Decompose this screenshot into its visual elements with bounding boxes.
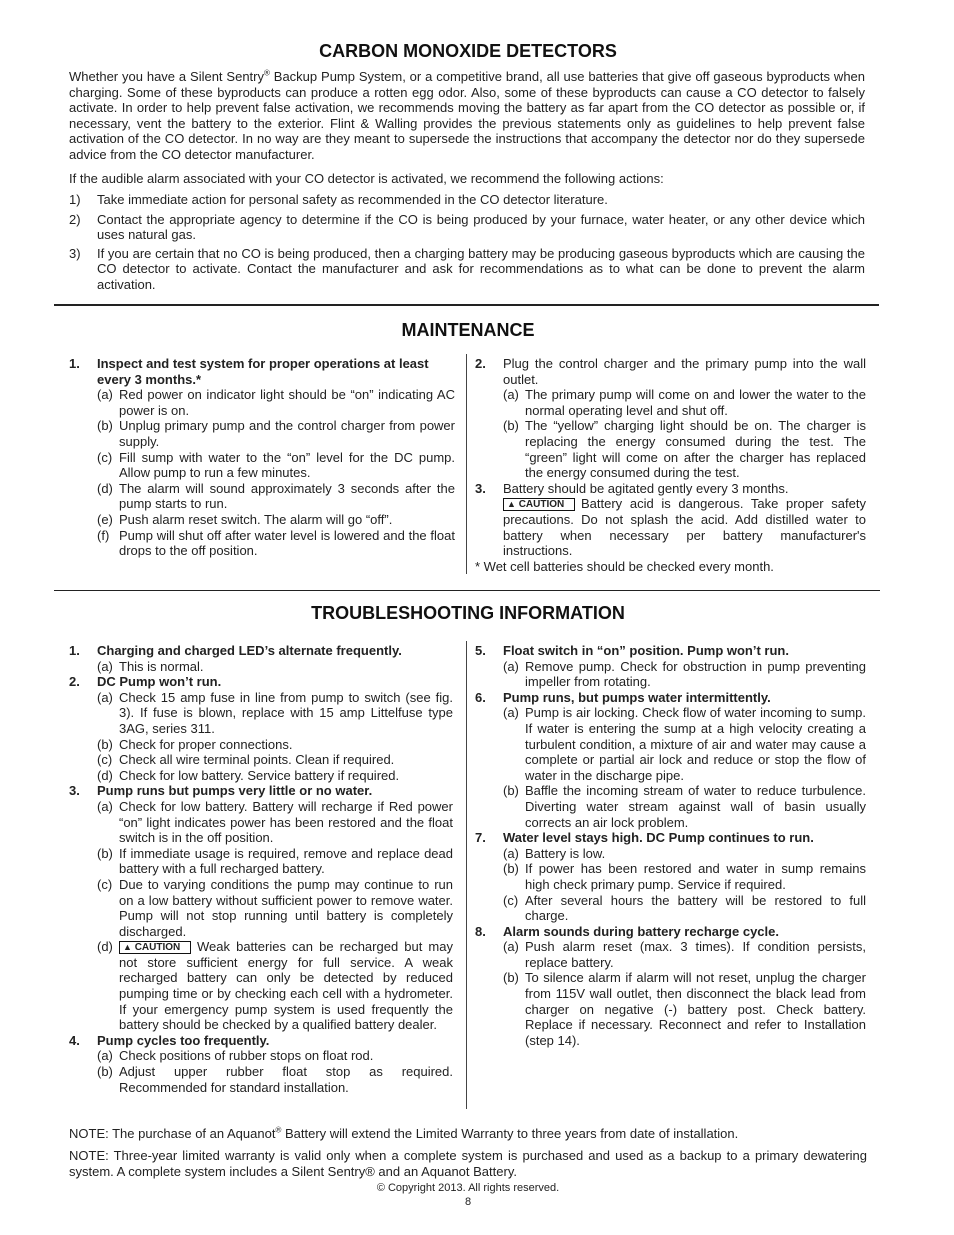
subitem-letter: (c) [97, 449, 113, 465]
subitem-letter: (a) [97, 387, 113, 403]
trouble-subitem [69, 939, 453, 1033]
subitem-text: Unplug primary pump and the control charger from power supply. [119, 418, 455, 449]
trouble-subitem [69, 1048, 453, 1064]
subitem-letter: (a) [97, 658, 113, 674]
caution-body-text: Weak batteries can be recharged but may not store sufficient energy for full service. A weak recharged battery can only be detected by reduced pumping time or by checking each cell with a hydrometer. If your emergency pump system is used frequently the battery should be checked by a qualified battery dealer. [119, 939, 453, 1033]
subitem-text: Push alarm reset (max. 3 times). If condition persists, replace battery. [525, 939, 866, 970]
trouble-item [475, 643, 866, 659]
trouble-item-number: 8. [475, 923, 486, 939]
subitem-text: Check for low battery. Service battery if required. [119, 767, 400, 783]
column-divider [466, 354, 467, 574]
co-action-item [69, 212, 865, 243]
trouble-subitem [475, 705, 866, 783]
subitem-text: Check positions of rubber stops on float rod. [119, 1048, 374, 1064]
subitem-text: Remove pump. Check for obstruction in pump preventing impeller from rotating. [525, 658, 866, 690]
subitem-text: If immediate usage is required, remove and replace dead battery with a full recharged battery. [119, 845, 453, 877]
section-divider [54, 304, 879, 306]
caution-text: CAUTION [134, 942, 181, 954]
co-action-item [69, 246, 865, 293]
co-action-item [69, 192, 865, 208]
subitem-letter: (a) [97, 1048, 113, 1064]
trouble-subitem [69, 659, 453, 675]
subitem-letter: (b) [503, 418, 519, 434]
trouble-item-number: 7. [475, 830, 486, 846]
caution-label [119, 941, 191, 954]
trouble-item-title: Float switch in “on” position. Pump won’t run. [503, 643, 789, 658]
subitem-text: After several hours the battery will be restored to full charge. [525, 892, 866, 924]
co-section-title: CARBON MONOXIDE DETECTORS [319, 41, 617, 61]
subitem-letter: (e) [97, 511, 113, 527]
trouble-item-number: 1. [69, 643, 80, 658]
subitem-text: Pump will shut off after water level is lowered and the float drops to the off position. [119, 527, 455, 559]
maintenance-item [69, 356, 455, 387]
subitem-text: Battery is low. [525, 845, 606, 861]
trouble-item-title: Charging and charged LED’s alternate frequently. [97, 643, 402, 658]
subitem-text [119, 939, 453, 1033]
co-intro-pre: Whether you have a Silent Sentry [69, 69, 264, 84]
trouble-subitem [69, 877, 453, 939]
maintenance-item-number: 1. [69, 356, 80, 371]
trouble-subitem [475, 659, 866, 690]
maintenance-item-number: 2. [475, 356, 486, 371]
subitem-text: The “yellow” charging light should be on. The charger is replacing the energy consumed during the test. The “green” light will come on after the charger has replaced the energy consumed during the test. [525, 418, 866, 481]
column-divider [466, 641, 467, 1109]
subitem-text: Push alarm reset switch. The alarm will go “off”. [119, 511, 393, 527]
trouble-item [69, 1033, 453, 1049]
subitem-text: Check for proper connections. [119, 736, 293, 752]
subitem-text: Red power on indicator light should be “on” indicating AC power is on. [119, 387, 455, 418]
trouble-subitem [69, 799, 453, 846]
subitem-letter: (a) [97, 798, 113, 814]
trouble-item-number: 6. [475, 689, 486, 705]
subitem-letter: (b) [97, 736, 113, 752]
subitem-letter: (b) [503, 861, 519, 877]
trouble-item-title: DC Pump won’t run. [97, 674, 222, 690]
maintenance-item-text: Plug the control charger and the primary pump into the wall outlet. [503, 356, 866, 387]
trouble-subitem [475, 970, 866, 1048]
trouble-item-title: Alarm sounds during battery recharge cycle. [503, 923, 779, 939]
maintenance-left-column [69, 356, 455, 559]
subitem-letter: (a) [503, 705, 519, 721]
subitem-text: Due to varying conditions the pump may continue to run on a low battery without sufficient power to remove water. Pump will not stop running until battery is completely discharged. [119, 876, 453, 939]
subitem-letter: (a) [503, 658, 519, 674]
troubleshooting-left-column [69, 643, 453, 1095]
co-intro-paragraph [69, 69, 865, 163]
trouble-subitem [69, 768, 453, 784]
co-lead-text: If the audible alarm associated with your CO detector is activated, we recommend the following actions: [69, 171, 664, 186]
trouble-subitem [475, 861, 866, 892]
subitem-letter: (d) [97, 939, 113, 955]
maintenance-subitem [69, 512, 455, 528]
co-action-text: If you are certain that no CO is being produced, then a charging battery may be producing gaseous byproducts which are causing the CO detector to activate. Contact the manufacturer and ask for recommendations as to what can be done to prevent the alarm activation. [97, 245, 865, 292]
maintenance-subitem [69, 450, 455, 481]
co-action-text: Take immediate action for personal safety as recommended in the CO detector literature. [97, 192, 608, 207]
subitem-text: Check for low battery. Battery will recharge if Red power “on” light indicates power has been restored and the float switch is in the off position. [119, 798, 453, 846]
trouble-subitem [69, 1064, 453, 1095]
subitem-letter: (f) [97, 527, 110, 543]
co-action-list [69, 192, 865, 293]
copyright-text: © Copyright 2013. All rights reserved. [376, 1182, 560, 1194]
subitem-letter: (c) [97, 752, 113, 768]
trouble-subitem [475, 783, 866, 830]
maintenance-subitem [69, 418, 455, 449]
maintenance-item3-text1: Battery should be agitated gently every 3 months. [503, 480, 789, 496]
maintenance-subitem [69, 387, 455, 418]
maintenance-item-title: Inspect and test system for proper operations at least every 3 months.* [97, 356, 429, 387]
subitem-text: The primary pump will come on and lower the water to the normal operating level and shut off. [525, 387, 866, 418]
trouble-subitem [69, 846, 453, 877]
subitem-letter: (d) [97, 767, 113, 783]
subitem-letter: (b) [97, 418, 113, 434]
maintenance-subitem [475, 387, 866, 418]
registered-mark: ® [264, 68, 270, 78]
trouble-item-number: 5. [475, 643, 486, 658]
maintenance-item [475, 356, 866, 387]
trouble-subitem [69, 752, 453, 768]
subitem-letter: (c) [97, 876, 113, 892]
trouble-subitem [69, 737, 453, 753]
section-divider [54, 590, 880, 591]
trouble-subitem [475, 893, 866, 924]
subitem-text: The alarm will sound approximately 3 seconds after the pump starts to run. [119, 480, 455, 512]
registered-mark: ® [275, 1125, 282, 1135]
subitem-letter: (a) [503, 939, 519, 955]
subitem-letter: (b) [503, 970, 519, 986]
trouble-item-title: Pump runs but pumps very little or no water. [97, 783, 373, 799]
maintenance-right-column [475, 356, 866, 574]
trouble-subitem [475, 846, 866, 862]
trouble-item [475, 690, 866, 706]
trouble-subitem [475, 939, 866, 970]
co-action-number: 3) [69, 245, 81, 261]
trouble-item [69, 643, 453, 659]
troubleshooting-section-title: TROUBLESHOOTING INFORMATION [311, 603, 625, 623]
co-action-number: 1) [69, 192, 81, 207]
subitem-text: Pump is air locking. Check flow of water incoming to sump. If water is entering the sump at a high velocity creating a turbulent condition, a mixture of air and water may cause a complete or partial air lock and reduce or stop the flow of water in the discharge pipe. [525, 705, 866, 783]
warning-triangle-icon: ▲ [123, 942, 132, 953]
maintenance-item-text [503, 481, 866, 559]
maintenance-item3-text2: Battery acid is dangerous. Take proper safety precautions. Do not splash the acid. Add distilled water to battery when necessary per battery manufacturer's instructions. [503, 496, 866, 559]
warranty-note-1 [69, 1126, 867, 1142]
troubleshooting-right-column [475, 643, 866, 1048]
co-action-text: Contact the appropriate agency to determine if the CO is being produced by your furnace, water heater, or any other device which uses natural gas. [97, 211, 865, 243]
subitem-letter: (d) [97, 480, 113, 496]
trouble-item [69, 783, 453, 799]
page-number: 8 [464, 1196, 472, 1208]
note1-post: Battery will extend the Limited Warranty to three years from date of installation. [281, 1126, 739, 1141]
trouble-item [69, 674, 453, 690]
co-action-number: 2) [69, 211, 81, 227]
trouble-subitem [69, 690, 453, 737]
trouble-item-number: 4. [69, 1032, 80, 1048]
trouble-item-number: 2. [69, 674, 80, 690]
subitem-text: Fill sump with water to the “on” level for the DC pump. Allow pump to run a few minutes. [119, 449, 455, 481]
subitem-text: This is normal. [119, 658, 204, 674]
subitem-text: If power has been restored and water in sump remains high check primary pump. Service if required. [525, 861, 866, 892]
trouble-item-title: Water level stays high. DC Pump continues to run. [503, 830, 814, 846]
subitem-letter: (a) [503, 387, 519, 403]
warranty-note-2: NOTE: Three-year limited warranty is valid only when a complete system is purchased and used as a backup to a primary dewatering system. A complete system includes a Silent Sentry® and an Aquanot Battery. [69, 1148, 867, 1179]
maintenance-subitem [475, 418, 866, 480]
subitem-text: To silence alarm if alarm will not reset, unplug the charger from 115V wall outlet, then disconnect the black lead from charger on negative (-) battery post. Check battery. Replace if necessary. Reconnect and refer to Installation (step 14). [525, 970, 866, 1048]
co-intro-post: Backup Pump System, or a competitive brand, all use batteries that give off gaseous byproducts when charging. Some of these byproducts can produce a rotten egg odor. Also, some of these byproducts can cause a CO detector to falsely activate. In order to help prevent false activation, we recommends moving the battery as far apart from the CO detector as possible or, if necessary, vent the battery to the exterior. Flint & Walling provides the previous statements only as guidelines to help prevent false activation of the CO detector. In no way are they meant to supersede the instructions that accompany the detector nor do they supersede advice from the CO detector manufacturer. [69, 69, 866, 162]
maintenance-item [475, 481, 866, 559]
maintenance-subitem [69, 528, 455, 559]
subitem-text: Baffle the incoming stream of water to reduce turbulence. Diverting water stream against wall of basin usually corrects an air lock problem. [525, 783, 866, 830]
maintenance-section-title: MAINTENANCE [401, 320, 535, 340]
subitem-text: Check 15 amp fuse in line from pump to switch (see fig. 3). If fuse is blown, replace with 15 amp Littelfuse type 3AG, series 311. [119, 689, 453, 736]
maintenance-item-number: 3. [475, 480, 486, 496]
subitem-letter: (b) [503, 783, 519, 799]
maintenance-footnote: * Wet cell batteries should be checked every month. [475, 558, 774, 574]
trouble-item-number: 3. [69, 783, 80, 799]
subitem-letter: (b) [97, 1064, 113, 1080]
subitem-letter: (c) [503, 892, 519, 908]
subitem-text: Check all wire terminal points. Clean if required. [119, 752, 395, 768]
subitem-text: Adjust upper rubber float stop as required. Recommended for standard installation. [119, 1064, 453, 1095]
trouble-item-title: Pump cycles too frequently. [97, 1032, 270, 1048]
warning-triangle-icon: ▲ [507, 499, 516, 510]
subitem-letter: (b) [97, 845, 113, 861]
caution-text: CAUTION [518, 499, 565, 511]
maintenance-subitem [69, 481, 455, 512]
trouble-item-title: Pump runs, but pumps water intermittently. [503, 689, 771, 705]
caution-label [503, 498, 575, 511]
trouble-item [475, 830, 866, 846]
subitem-letter: (a) [503, 845, 519, 861]
subitem-letter: (a) [97, 689, 113, 705]
note1-pre: NOTE: The purchase of an Aquanot [69, 1126, 276, 1141]
trouble-item [475, 924, 866, 940]
